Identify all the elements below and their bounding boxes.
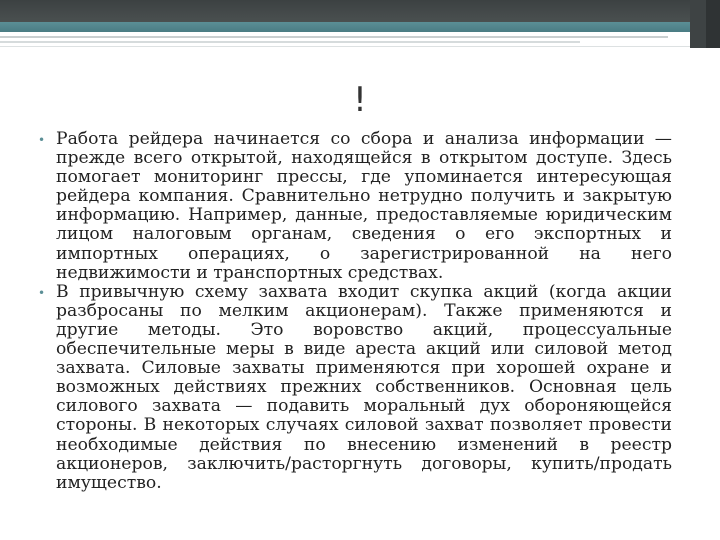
bullet-item xyxy=(38,281,672,493)
slide-body xyxy=(38,129,672,493)
header-stripe xyxy=(0,36,668,38)
header-bar-dark xyxy=(0,0,720,22)
header-stripe xyxy=(0,41,580,43)
bullet-icon: • xyxy=(38,133,46,147)
header-bar-teal xyxy=(0,22,720,32)
slide-title: ! xyxy=(353,80,367,120)
bullet-icon: • xyxy=(38,285,46,300)
bullet-item xyxy=(38,129,672,283)
header-stripe xyxy=(0,46,690,47)
bullet-text: Работа рейдера начинается со сбора и анализа информации — прежде всего открытой, находящейся в открытом доступе. Здесь помогает мониторинг прессы, где упоминается интересующая рейдера компания. Сравнительно нетрудно получить и закрытую информацию. Например, данные, предоставляемые юридическим лицом налоговым органам, сведения о его экспортных и импортных операциях, о зарегистрированной на него недвижимости и транспортных средствах. xyxy=(56,129,672,283)
bullet-text: В привычную схему захвата входит скупка акций (когда акции разбросаны по мелким акционерам). Также применяются и другие методы. Это воровство акций, процессуальные обеспечительные меры в виде ареста акций или силовой метод захвата. Силовые захваты применяются при хорошей охране и возможных действиях прежних собственников. Основная цель силового захвата — подавить моральный дух обороняющейся стороны. В некоторых случаях силовой захват позволяет провести необходимые действия по внесению изменений в реестр акционеров, заключить/расторгнуть договоры, купить/продать имущество. xyxy=(56,281,672,493)
header-corner-block-dark xyxy=(706,0,720,48)
